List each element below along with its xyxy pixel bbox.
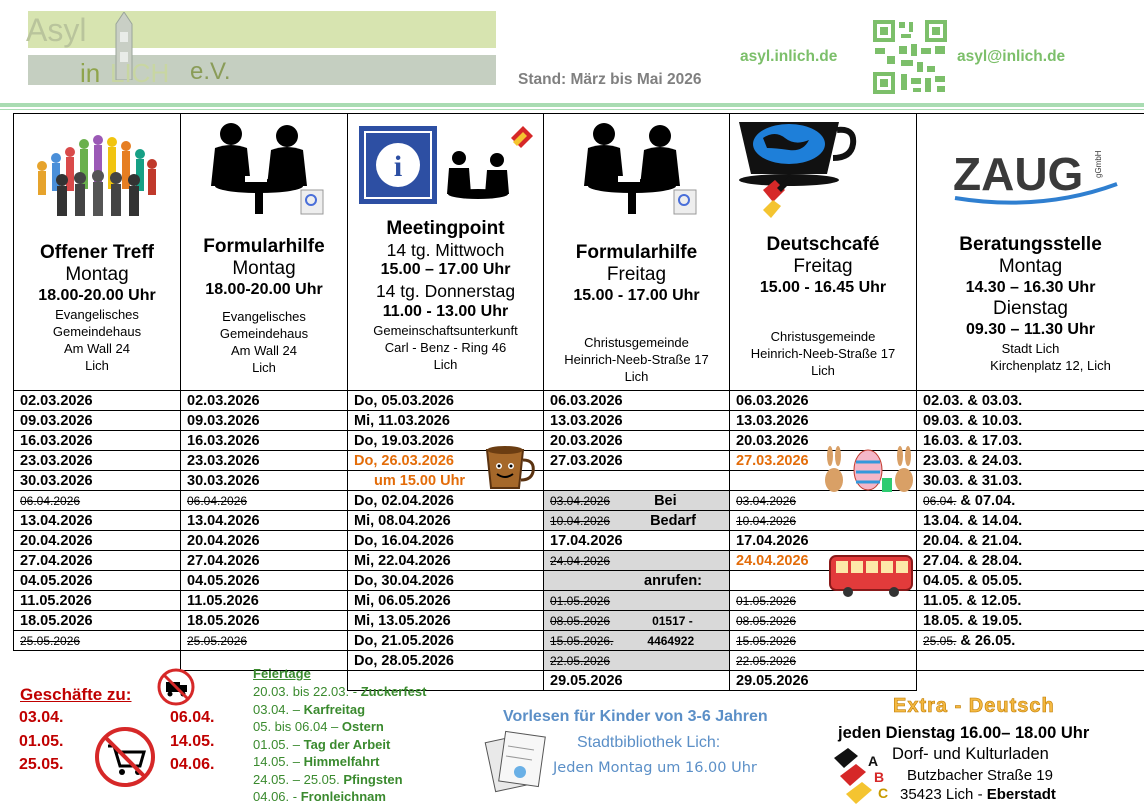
col4-address-1: Christusgemeinde (584, 335, 689, 350)
date-cell: 09.03.2026 (181, 411, 348, 431)
table-row (14, 491, 1144, 511)
date-cell: 23.03.2026 (14, 451, 181, 471)
col2-address-4: Lich (252, 360, 276, 375)
date-cell: Do, 02.04.2026 (348, 491, 544, 511)
reading-title: Vorlesen für Kinder von 3-6 Jahren (503, 708, 768, 725)
date-cell: 11.05.2026 (181, 591, 348, 611)
closed-date: 03.04. (19, 709, 64, 726)
closed-date: 01.05. (19, 733, 64, 750)
holiday-item: 03.04. – Karfreitag (253, 702, 366, 717)
date-cell: Mi, 11.03.2026 (348, 411, 544, 431)
col-beratungsstelle (917, 114, 1144, 391)
cancelled-date: 06.04.2026 (187, 494, 248, 508)
date-cell: 16.03. & 17.03. (917, 431, 1144, 451)
world-cup-icon (733, 114, 913, 220)
date-cell: 11.05.2026 (14, 591, 181, 611)
date-cell: 16.03.2026 (14, 431, 181, 451)
col6-address-2: Kirchenplatz 12, Lich (990, 358, 1111, 373)
date-cell: 27.03.2026 (544, 451, 730, 471)
cancelled-date: 01.05.2026 (736, 594, 797, 608)
date-cell: 23.03.2026 (181, 451, 348, 471)
date-cell: Do, 21.05.2026 (348, 631, 544, 651)
cancelled-date: 25.05.2026 (187, 634, 248, 648)
stand-date: Stand: März bis Mai 2026 (518, 71, 702, 88)
date-cell: 13.04.2026 (14, 511, 181, 531)
col5-address-1: Christusgemeinde (770, 329, 876, 344)
date-cell: 04.05.2026 (14, 571, 181, 591)
svg-text:i: i (393, 150, 402, 183)
table-row (14, 591, 1144, 611)
date-cell: 30.03. & 31.03. (917, 471, 1144, 491)
cancelled-date: 08.05.2026 (736, 614, 797, 628)
col1-day: Montag (65, 264, 129, 285)
svg-text:A: A (868, 753, 879, 769)
col3-title: Meetingpoint (386, 218, 505, 239)
header-rule (0, 103, 1144, 107)
col2-day: Montag (232, 258, 296, 279)
date-cell: Mi, 06.05.2026 (348, 591, 544, 611)
col6-time2: 09.30 – 11.30 Uhr (966, 321, 1095, 338)
empty-cell (917, 651, 1144, 671)
cancelled-date: 25.05. (923, 634, 957, 648)
col2-address-2: Gemeindehaus (219, 326, 309, 341)
date-cell: 11.05. & 12.05. (917, 591, 1144, 611)
closed-date: 25.05. (19, 756, 64, 773)
col5-title: Deutschcafé (766, 234, 880, 255)
date-cell: 13.04.2026 (181, 511, 348, 531)
logo-band-top (28, 11, 496, 48)
shops-closed-title: Geschäfte zu: (20, 685, 132, 704)
table-row (14, 571, 1144, 591)
holiday-item: 01.05. – Tag der Arbeit (253, 737, 391, 752)
table-row (14, 451, 1144, 471)
col5-address-2: Heinrich-Neeb-Straße 17 (750, 346, 896, 361)
col5-address-3: Lich (811, 363, 835, 378)
extra-deutsch-venue: Dorf- und Kulturladen (892, 745, 1049, 763)
date-cell: Do, 19.03.2026 (348, 431, 544, 451)
col1-address-3: Am Wall 24 (64, 341, 130, 356)
holiday-item: 04.06. - Fronleichnam (253, 789, 386, 804)
col3-time2: 11.00 - 13.00 Uhr (382, 303, 509, 320)
logo-ev-text: e.V. (190, 58, 231, 85)
date-cell: 02.03.2026 (181, 391, 348, 411)
cancelled-date: 03.04.2026 (550, 494, 611, 508)
date-cell: 02.03.2026 (14, 391, 181, 411)
info-icon (351, 114, 541, 212)
extra-deutsch-title: Extra - Deutsch (893, 695, 1055, 717)
holiday-item: 05. bis 06.04 – Ostern (253, 719, 384, 734)
logo-lich-text: LICH (110, 58, 170, 88)
closed-date: 14.05. (170, 733, 215, 750)
table-row (14, 471, 1144, 491)
cancelled-date: 10.04.2026 (736, 514, 797, 528)
date-cell: 09.03.2026 (14, 411, 181, 431)
extra-deutsch-street: Butzbacher Straße 19 (907, 767, 1053, 784)
date-cell: 04.05. & 05.05. (917, 571, 1144, 591)
header-rule-thin (0, 109, 1144, 110)
date-cell: Do, 05.03.2026 (348, 391, 544, 411)
col2-title: Formularhilfe (203, 236, 325, 257)
cancelled-date: 15.05.2026 (736, 634, 797, 648)
email-link[interactable]: asyl@inlich.de (957, 48, 1066, 65)
date-cell: 29.05.2026 (730, 671, 917, 691)
col4-address-2: Heinrich-Neeb-Straße 17 (564, 352, 709, 367)
table-row (14, 551, 1144, 571)
col-meetingpoint (348, 114, 544, 391)
date-cell: Mi, 22.04.2026 (348, 551, 544, 571)
date-cell: 16.03.2026 (181, 431, 348, 451)
col6-day2: Dienstag (993, 298, 1068, 319)
date-cell: 18.05. & 19.05. (917, 611, 1144, 631)
date-cell: 06.03.2026 (544, 391, 730, 411)
cancelled-date: 06.04. (923, 494, 957, 508)
date-cell: 27.04. & 28.04. (917, 551, 1144, 571)
date-cell: 29.05.2026 (544, 671, 730, 691)
svg-text:gGmbH: gGmbH (1093, 150, 1103, 178)
logo-asyl-text: Asyl (26, 12, 87, 48)
col4-time: 15.00 - 17.00 Uhr (573, 287, 700, 304)
date-cell: 02.03. & 03.03. (917, 391, 1144, 411)
col2-address-1: Evangelisches (222, 309, 306, 324)
col3-address-3: Lich (433, 357, 458, 372)
date-cell: 20.04. & 21.04. (917, 531, 1144, 551)
date-cell: 27.04.2026 (181, 551, 348, 571)
note-anrufen: anrufen: (544, 571, 730, 591)
col4-address-3: Lich (624, 369, 649, 384)
date-cell: 18.05.2026 (181, 611, 348, 631)
cancelled-date: 08.05.2026 (550, 614, 611, 628)
date-cell: Do, 16.04.2026 (348, 531, 544, 551)
reading-time: Jeden Montag um 16.00 Uhr (553, 760, 757, 776)
col3-time1: 15.00 – 17.00 Uhr (380, 261, 511, 278)
cancelled-date: 03.04.2026 (736, 494, 797, 508)
cancelled-date: 01.05.2026 (550, 594, 611, 608)
date-cell-special: 27.03.2026 (730, 451, 917, 471)
holiday-item: 24.05. – 25.05. Pfingsten (253, 772, 403, 787)
books-icon (484, 724, 550, 796)
col3-line1: 14 tg. Mittwoch (386, 240, 505, 260)
header-row (14, 114, 1144, 391)
col3-address-2: Carl - Benz - Ring 46 (384, 340, 507, 355)
easter-bunnies-icon (820, 440, 918, 496)
date-cell: 27.04.2026 (14, 551, 181, 571)
date-cell: & 26.05. (960, 633, 1016, 649)
col4-day: Freitag (606, 264, 667, 285)
svg-text:B: B (874, 769, 885, 785)
col5-day: Freitag (793, 256, 853, 277)
holidays-title: Feiertage (253, 666, 311, 681)
date-cell: 13.03.2026 (730, 411, 917, 431)
date-cell: 13.03.2026 (544, 411, 730, 431)
no-truck-icon (156, 667, 196, 707)
abc-letters-icon (828, 744, 892, 806)
note-phone-2: 4464922 (647, 634, 695, 648)
date-cell: 23.03. & 24.03. (917, 451, 1144, 471)
col2-time: 18.00-20.00 Uhr (205, 281, 323, 298)
col1-address-2: Gemeindehaus (52, 324, 142, 339)
cancelled-date: 06.04.2026 (20, 494, 81, 508)
closed-date: 04.06. (170, 756, 215, 773)
logo-in-text: in (80, 58, 101, 88)
col5-time: 15.00 - 16.45 Uhr (759, 279, 887, 296)
col-deutschcafe (730, 114, 917, 391)
col6-address-1: Stadt Lich (1001, 341, 1060, 356)
table-row (14, 531, 1144, 551)
date-cell (544, 471, 730, 491)
table-row (14, 431, 1144, 451)
date-cell: 30.03.2026 (14, 471, 181, 491)
table-row (14, 411, 1144, 431)
date-cell: Do, 30.04.2026 (348, 571, 544, 591)
qr-code-icon (871, 18, 949, 96)
people-group-icon (22, 114, 172, 226)
date-cell: 06.03.2026 (730, 391, 917, 411)
col6-time: 14.30 – 16.30 Uhr (965, 279, 1096, 296)
coffee-cup-icon (481, 440, 539, 492)
col-formularhilfe-freitag (544, 114, 730, 391)
date-cell: 17.04.2026 (544, 531, 730, 551)
reading-library: Stadtbibliothek Lich: (577, 734, 721, 751)
date-cell: 04.05.2026 (181, 571, 348, 591)
bus-icon (828, 552, 914, 598)
website-link[interactable]: asyl.inlich.de (740, 48, 838, 65)
date-cell: Mi, 13.05.2026 (348, 611, 544, 631)
date-cell: 17.04.2026 (730, 531, 917, 551)
cancelled-date: 10.04.2026 (550, 514, 611, 528)
date-cell: 20.03.2026 (544, 431, 730, 451)
date-cell: 13.04. & 14.04. (917, 511, 1144, 531)
col-formularhilfe-montag (181, 114, 348, 391)
holiday-item: 20.03. bis 22.03. - Zuckerfest (253, 684, 427, 699)
date-cell: 18.05.2026 (14, 611, 181, 631)
cancelled-date: 15.05.2026. (550, 634, 614, 648)
date-cell: 20.04.2026 (181, 531, 348, 551)
table-row (14, 611, 1144, 631)
cancelled-date: 22.05.2026 (736, 654, 797, 668)
empty-cell (917, 671, 1144, 691)
date-cell-special: Do, 26.03.2026 (348, 451, 544, 471)
zaug-logo (941, 114, 1121, 226)
form-help-icon (562, 114, 712, 220)
no-shopping-cart-icon (94, 726, 156, 788)
date-cell: & 07.04. (960, 493, 1016, 509)
extra-deutsch-time: jeden Dienstag 16.00– 18.00 Uhr (838, 724, 1090, 742)
date-cell: 30.03.2026 (181, 471, 348, 491)
col3-line2: 14 tg. Donnerstag (375, 281, 516, 301)
col1-address-4: Lich (85, 358, 109, 373)
cancelled-date: 22.05.2026 (550, 654, 611, 668)
closed-date: 06.04. (170, 709, 215, 726)
date-cell: Do, 28.05.2026 (348, 651, 544, 671)
table-row (14, 631, 1144, 651)
col1-title: Offener Treff (39, 242, 155, 263)
extra-deutsch-city: 35423 Lich - Eberstadt (900, 786, 1056, 803)
col2-address-3: Am Wall 24 (231, 343, 297, 358)
svg-text:C: C (878, 785, 889, 801)
col4-title: Formularhilfe (575, 242, 698, 263)
time-note: um 15.00 Uhr (348, 471, 544, 491)
date-cell: 09.03. & 10.03. (917, 411, 1144, 431)
holiday-item: 14.05. – Himmelfahrt (253, 754, 380, 769)
table-row (14, 391, 1144, 411)
note-phone-1: 01517 - (652, 614, 693, 628)
note-bei: Bei (654, 493, 677, 509)
date-cell: 20.04.2026 (14, 531, 181, 551)
col6-day: Montag (998, 256, 1063, 277)
col3-address-1: Gemeinschaftsunterkunft (373, 323, 518, 338)
col1-time: 18.00-20.00 Uhr (38, 287, 156, 304)
cancelled-date: 24.04.2026 (550, 554, 611, 568)
date-cell: Mi, 08.04.2026 (348, 511, 544, 531)
date-cell: 20.03.2026 (730, 431, 917, 451)
table-row (14, 511, 1144, 531)
cancelled-date: 25.05.2026 (20, 634, 81, 648)
col1-address-1: Evangelisches (55, 307, 139, 322)
col-offener-treff (14, 114, 181, 391)
form-help-icon (189, 114, 339, 220)
svg-text:ZAUG: ZAUG (952, 148, 1083, 200)
note-bedarf: Bedarf (650, 513, 696, 529)
date-cell-special: 24.04.2026 (730, 551, 917, 571)
col6-title: Beratungsstelle (959, 234, 1102, 255)
schedule-table (13, 113, 1144, 691)
